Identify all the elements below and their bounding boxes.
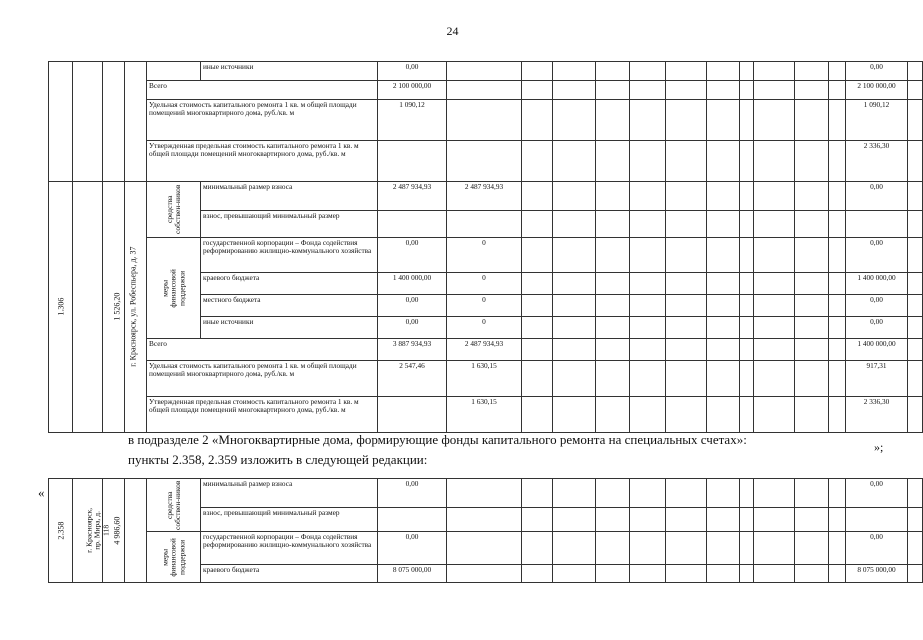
cell: 2 100 000,00: [378, 81, 447, 100]
label-limit-cost: Утвержденная предельная стоимость капитального ремонта 1 кв. м общей площади помещений многоквартирного дома, руб./кв. м: [147, 397, 378, 433]
label-limit-cost: Утвержденная предельная стоимость капитального ремонта 1 кв. м общей площади помещений многоквартирного дома, руб./кв. м: [147, 141, 378, 182]
area: 1 526,20: [103, 182, 125, 433]
cell: 0,00: [846, 295, 908, 317]
label-total: Всего: [147, 81, 378, 100]
cell: 2 487 934,93: [447, 182, 522, 211]
label-over: взнос, превышающий минимальный размер: [201, 211, 378, 238]
cell: 0,00: [378, 479, 447, 508]
label-total: Всего: [147, 339, 378, 361]
cell: 1 630,15: [447, 397, 522, 433]
label-min: минимальный размер взноса: [201, 182, 378, 211]
cell: 2 100 000,00: [846, 81, 908, 100]
cell: 917,31: [846, 361, 908, 397]
row-number: 2.358: [49, 479, 73, 583]
cell: 0: [447, 273, 522, 295]
cell: 0,00: [846, 182, 908, 211]
label-corp: государственной корпорации – Фонда содействия реформированию жилищно-коммунального хозяйства: [201, 532, 378, 565]
cell: 0,00: [378, 532, 447, 565]
cell: 0,00: [378, 62, 447, 81]
cell: 2 547,46: [378, 361, 447, 397]
opening-quote: «: [38, 485, 45, 500]
area: 4 986,60: [103, 479, 125, 583]
cell: 1 630,15: [447, 361, 522, 397]
label-other: иные источники: [201, 317, 378, 339]
label-other: иные источники: [201, 62, 378, 81]
closing-quote: »;: [874, 440, 884, 454]
cell: 1 090,12: [846, 100, 908, 141]
cell: 1 400 000,00: [846, 273, 908, 295]
page-number: 24: [446, 24, 459, 38]
table-bottom: [48, 478, 923, 583]
group-support: меры финансовой поддержки: [147, 532, 201, 583]
cell: 0,00: [846, 317, 908, 339]
label-regional: краевого бюджета: [201, 565, 378, 583]
group-owners: средства собствен-ников: [147, 182, 201, 238]
row-number: 1.306: [49, 182, 73, 433]
label-regional: краевого бюджета: [201, 273, 378, 295]
cell: 0,00: [378, 295, 447, 317]
label-min: минимальный размер взноса: [201, 479, 378, 508]
cell: 1 400 000,00: [378, 273, 447, 295]
cell: 0,00: [846, 62, 908, 81]
cell: 8 075 000,00: [846, 565, 908, 583]
cell: 2 487 934,93: [378, 182, 447, 211]
cell: 0: [447, 317, 522, 339]
label-corp: государственной корпорации – Фонда содействия реформированию жилищно-коммунального хозяйства: [201, 238, 378, 273]
cell: 1 400 000,00: [846, 339, 908, 361]
address: г. Красноярск, ул. Робеспьера, д. 37: [73, 182, 103, 433]
cell: 8 075 000,00: [378, 565, 447, 583]
amendment-text-1: в подразделе 2 «Многоквартирные дома, формирующие фонды капитального ремонта на специальных счетах»:: [128, 432, 747, 447]
cell: 0,00: [846, 532, 908, 565]
cell: 0: [447, 238, 522, 273]
group-support: меры финансовой поддержки: [147, 238, 201, 339]
cell: 2 336,30: [846, 141, 908, 182]
label-unit-cost: Удельная стоимость капитального ремонта 1 кв. м общей площади помещений многоквартирного дома, руб./кв. м: [147, 361, 378, 397]
cell: 0,00: [846, 238, 908, 273]
cell: 0,00: [846, 479, 908, 508]
group-owners: средства собствен-ников: [147, 479, 201, 532]
cell: 0,00: [378, 317, 447, 339]
address: г. Красноярск, пр. Мира, д. 118: [73, 479, 103, 583]
table-top: [48, 61, 923, 433]
cell: 3 887 934,93: [378, 339, 447, 361]
cell: 0: [447, 295, 522, 317]
label-unit-cost: Удельная стоимость капитального ремонта 1 кв. м общей площади помещений многоквартирного дома, руб./кв. м: [147, 100, 378, 141]
cell: 1 090,12: [378, 100, 447, 141]
amendment-text-2: пункты 2.358, 2.359 изложить в следующей редакции:: [128, 452, 428, 467]
cell: 2 487 934,93: [447, 339, 522, 361]
cell: 2 336,30: [846, 397, 908, 433]
label-over: взнос, превышающий минимальный размер: [201, 508, 378, 532]
label-local: местного бюджета: [201, 295, 378, 317]
cell: 0,00: [378, 238, 447, 273]
